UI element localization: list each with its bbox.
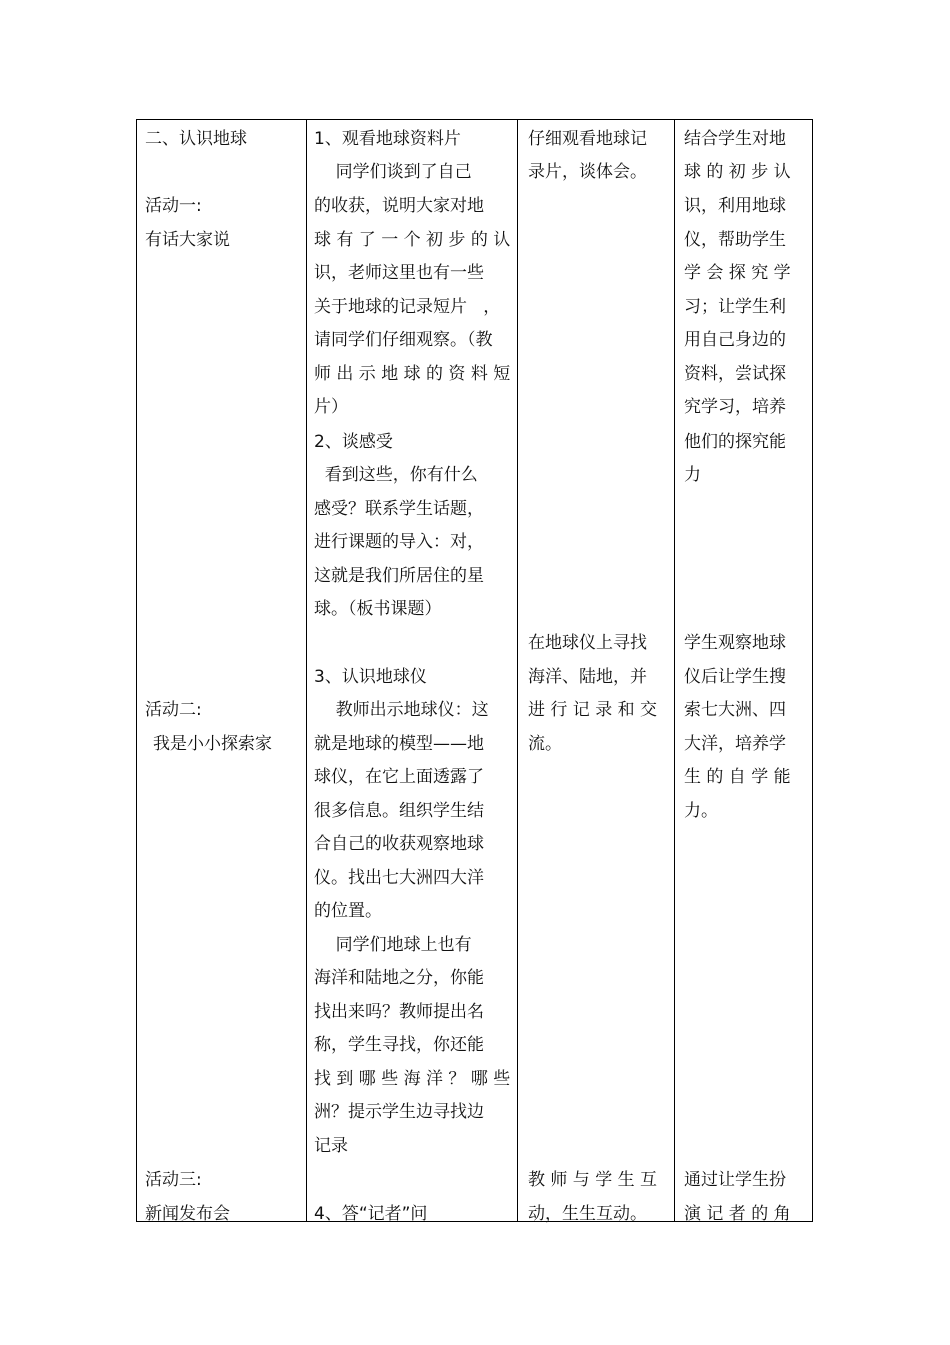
text-line: 进 行 记 录 和 交 <box>528 700 658 720</box>
activity2-title: 活动二: <box>145 700 202 720</box>
text-line: 仪，帮助学生 <box>684 230 786 250</box>
text-line: 合自己的收获观察地球 <box>314 834 484 854</box>
activity1-title: 活动一: <box>145 196 202 216</box>
text-line: 大洋，培养学 <box>684 734 786 754</box>
text-line: 片） <box>314 397 348 417</box>
text-line: 洲？提示学生边寻找边 <box>314 1102 484 1122</box>
text-line: 录片，谈体会。 <box>528 162 647 182</box>
text-line: 识，利用地球 <box>684 196 786 216</box>
activity3-title: 活动三: <box>145 1170 202 1190</box>
text-line: 力。 <box>684 801 718 821</box>
text-line: 演 记 者 的 角 <box>684 1204 791 1224</box>
text-line: 流。 <box>528 734 562 754</box>
activity3-name: 新闻发布会 <box>145 1204 230 1224</box>
text-line: 3、认识地球仪 <box>314 667 427 687</box>
text-line: 同学们谈到了自己 <box>314 162 472 182</box>
text-line: 教 师 与 学 生 互 <box>528 1170 658 1190</box>
text-line: 球仪，在它上面透露了 <box>314 767 484 787</box>
section-title: 二、认识地球 <box>145 129 247 149</box>
text-line: 习；让学生利 <box>684 297 786 317</box>
column-divider <box>517 120 518 1221</box>
text-line: 称，学生寻找，你还能 <box>314 1035 484 1055</box>
text-line: 球 有 了 一 个 初 步 的 认 <box>314 230 511 250</box>
text-line: 同学们地球上也有 <box>314 935 472 955</box>
text-line: 学 会 探 究 学 <box>684 263 791 283</box>
text-line: 仔细观看地球记 <box>528 129 647 149</box>
text-line: 请同学们仔细观察。（教 <box>314 330 493 350</box>
text-line: 2、谈感受 <box>314 432 393 452</box>
lesson-plan-table <box>136 119 813 1222</box>
text-line: 师 出 示 地 球 的 资 料 短 <box>314 364 511 384</box>
text-line: 结合学生对地 <box>684 129 786 149</box>
text-line: 就是地球的模型——地 <box>314 734 484 754</box>
text-line: 海洋和陆地之分，你能 <box>314 968 484 988</box>
text-line: 教师出示地球仪：这 <box>314 700 489 720</box>
text-line: 很多信息。组织学生结 <box>314 801 484 821</box>
text-line: 1、观看地球资料片 <box>314 129 461 149</box>
text-line: 海洋、陆地，并 <box>528 667 647 687</box>
text-line: 资料，尝试探 <box>684 364 786 384</box>
text-line: 他们的探究能 <box>684 432 786 452</box>
text-line: 学生观察地球 <box>684 633 786 653</box>
text-line: 的收获，说明大家对地 <box>314 196 484 216</box>
text-line: 用自己身边的 <box>684 330 786 350</box>
activity2-name: 我是小小探索家 <box>153 734 272 754</box>
text-line: 在地球仪上寻找 <box>528 633 647 653</box>
column-divider <box>674 120 675 1221</box>
text-line: 力 <box>684 465 701 485</box>
text-line: 找 到 哪 些 海 洋 ？ 哪 些 <box>314 1069 511 1089</box>
text-line: 动，生生互动。 <box>528 1204 647 1224</box>
text-line: 的位置。 <box>314 901 382 921</box>
text-line: 找出来吗？教师提出名 <box>314 1002 484 1022</box>
text-line: 球。（板书课题） <box>314 599 442 619</box>
text-line: 生 的 自 学 能 <box>684 767 791 787</box>
text-line: 4、答“记者”问 <box>314 1204 428 1224</box>
text-line: 记录 <box>314 1136 348 1156</box>
text-line: 索七大洲、四 <box>684 700 786 720</box>
text-line: 进行课题的导入：对， <box>314 532 484 552</box>
column-divider <box>306 120 307 1221</box>
text-line: 仪。找出七大洲四大洋 <box>314 868 484 888</box>
text-line: 感受？联系学生话题， <box>314 499 484 519</box>
text-line: 关于地球的记录短片 ， <box>314 297 501 317</box>
text-line: 看到这些，你有什么 <box>314 465 478 485</box>
text-line: 通过让学生扮 <box>684 1170 786 1190</box>
text-line: 这就是我们所居住的星 <box>314 566 484 586</box>
text-line: 球 的 初 步 认 <box>684 162 791 182</box>
text-line: 究学习，培养 <box>684 397 786 417</box>
activity1-name: 有话大家说 <box>145 230 230 250</box>
text-line: 仪后让学生搜 <box>684 667 786 687</box>
text-line: 识，老师这里也有一些 <box>314 263 484 283</box>
